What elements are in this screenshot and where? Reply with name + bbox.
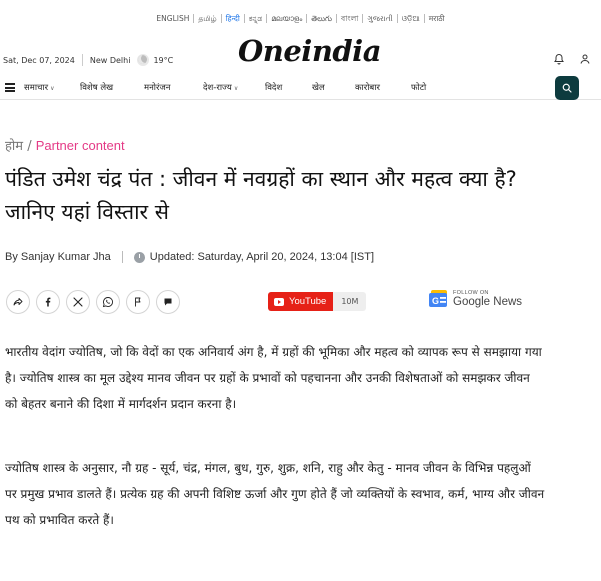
main-navigation [0,76,601,100]
date-weather-info [3,54,173,66]
nav-item-news[interactable]: समाचार ∨ [24,83,55,93]
lang-telugu[interactable]: తెలుగు [307,14,337,23]
nav-item-sports[interactable]: खेल [312,83,325,93]
lang-hindi[interactable]: हिन्दी [222,14,245,23]
google-news-follow-button[interactable] [428,290,522,308]
article-title: पंडित उमेश चंद्र पंत : जीवन में नवग्रहों का स्थान और महत्व क्या है? जानिए यहां विस्तार से [5,167,517,224]
youtube-label: YouTube [289,296,327,307]
lang-marathi[interactable]: मराठी [428,14,445,23]
lang-gujarati[interactable]: ગુજરાતી [363,14,397,23]
search-button[interactable] [555,76,579,100]
weather-moon-icon [137,54,149,66]
language-bar [0,14,601,23]
youtube-play-icon [274,298,284,306]
lang-malayalam[interactable]: മലയാളം [267,14,307,23]
user-account-icon[interactable] [579,50,591,69]
share-icon[interactable] [6,290,30,314]
article-paragraph: भारतीय वेदांग ज्योतिष, जो कि वेदों का एक अनिवार्य अंग है, में ग्रहों की भूमिका और महत्व को व्यापक रूप से समझाया गया है। ज्योतिष शास्त्र का मूल उद्देश्य मानव जीवन पर ग्रहों के प्रभावों को पहचानना और उनकी विशेषताओं को समझकर जीवन को बेहतर बनाने की दिशा में मार्गदर्शन प्रदान करना है। [5,345,542,411]
share-buttons [6,290,180,314]
youtube-subscribe-button[interactable] [268,292,366,311]
google-news-label: Google News [453,296,523,308]
author-name[interactable]: By Sanjay Kumar Jha [5,251,111,263]
lang-tamil[interactable]: தமிழ் [194,14,221,23]
search-icon [561,82,573,94]
svg-text:G: G [432,296,440,306]
google-news-icon [428,290,450,308]
breadcrumb-separator: / [27,139,32,154]
breadcrumb-section[interactable]: Partner content [35,138,125,153]
breadcrumb [5,136,125,154]
clock-icon [134,252,145,263]
google-follow-label: FOLLOW ON [453,290,489,296]
article-paragraph: ज्योतिष शास्त्र के अनुसार, नौ ग्रह - सूर्य, चंद्र, मंगल, बुध, गुरु, शुक्र, शनि, राहु और केतु - मानव जीवन के विभिन्न पहलुओं पर प्रमुख प्रभाव डालते हैं। प्रत्येक ग्रह की अपनी विशिष्ट ऊर्जा और गुण होते हैं जो व्यक्तियों के स्वभाव, कर्म, भाग्य और जीवन पथ को प्रभावित करते हैं। [5,461,545,527]
nav-item-entertainment[interactable]: मनोरंजन [144,83,171,93]
temperature: 19°C [153,55,174,65]
divider [122,251,123,263]
article-byline [5,251,374,263]
lang-kannada[interactable]: ಕನ್ನಡ [245,14,267,23]
nav-item-nation-state[interactable]: देश-राज्य ∨ [203,83,239,93]
nav-item-photos[interactable]: फोटो [411,83,427,93]
nav-item-business[interactable]: कारोबार [355,83,380,93]
x-twitter-icon[interactable] [66,290,90,314]
updated-timestamp: Updated: Saturday, April 20, 2024, 13:04 [IST] [149,251,374,263]
notification-bell-icon[interactable] [553,50,565,69]
nav-item-special-articles[interactable]: विशेष लेख [80,83,114,93]
chevron-down-icon: ∨ [50,85,55,92]
whatsapp-icon[interactable] [96,290,120,314]
nav-item-world[interactable]: विदेश [265,83,283,93]
comment-icon[interactable] [156,290,180,314]
hamburger-menu-icon[interactable] [5,83,15,92]
chevron-down-icon: ∨ [233,85,239,92]
header-actions [553,50,591,69]
city-name: New Delhi [89,55,131,65]
lang-bengali[interactable]: বাংলা [337,14,363,23]
facebook-icon[interactable] [36,290,60,314]
lang-odia[interactable]: ଓଡ଼ିଆ [398,14,425,23]
lang-english[interactable]: ENGLISH [152,14,194,23]
breadcrumb-home[interactable]: होम [5,139,24,154]
current-date: Sat, Dec 07, 2024 [3,55,75,65]
site-logo[interactable]: Oneindia [238,34,381,68]
report-flag-icon[interactable] [126,290,150,314]
divider [82,54,83,66]
youtube-subscriber-count: 10M [333,292,366,311]
